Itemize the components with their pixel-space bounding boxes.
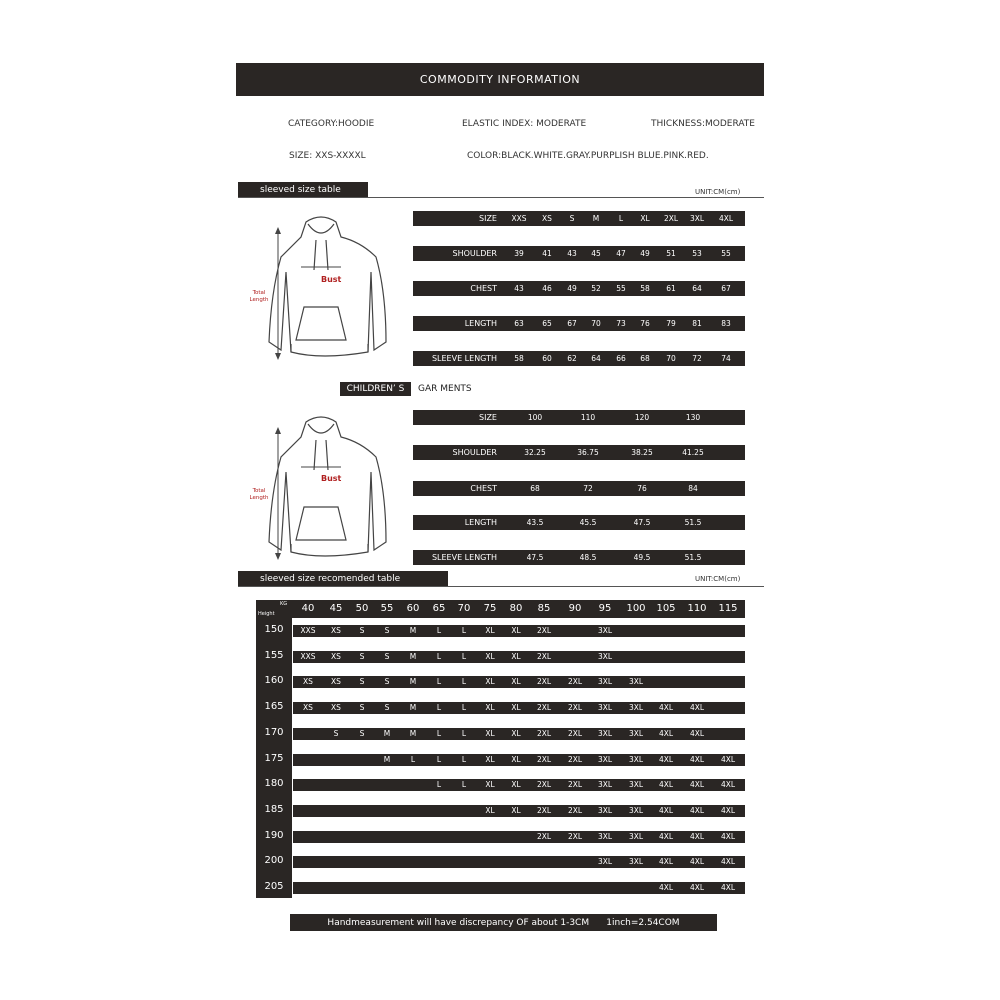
kg-label: KG bbox=[280, 601, 288, 607]
weight-header: 100 bbox=[626, 603, 646, 614]
rec-cell: 3XL bbox=[597, 677, 613, 686]
adult-cell: 67 bbox=[567, 319, 577, 328]
kids-cell: 47.5 bbox=[526, 553, 544, 562]
rec-cell: 3XL bbox=[597, 832, 613, 841]
adult-cell: 49 bbox=[640, 249, 650, 258]
kids-row-label: LENGTH bbox=[464, 518, 497, 527]
adult-cell: 76 bbox=[640, 319, 650, 328]
weight-header: 110 bbox=[687, 603, 707, 614]
rec-cell: XL bbox=[485, 755, 495, 764]
rec-cell: 3XL bbox=[597, 806, 613, 815]
adult-cell: 43 bbox=[567, 249, 577, 258]
adult-cell: 51 bbox=[666, 249, 676, 258]
rec-cell: 2XL bbox=[536, 677, 552, 686]
kids-cell: 41.25 bbox=[682, 448, 704, 457]
adult-cell: 64 bbox=[591, 354, 601, 363]
adult-cell: XL bbox=[640, 214, 650, 223]
rec-cell: XL bbox=[511, 780, 521, 789]
kids-cell: 49.5 bbox=[633, 553, 651, 562]
rec-cell: 4XL bbox=[689, 703, 705, 712]
rec-cell: XL bbox=[485, 729, 495, 738]
rec-cell: S bbox=[359, 626, 365, 635]
adult-cell: 39 bbox=[514, 249, 524, 258]
weight-header: 45 bbox=[329, 603, 343, 614]
height-value: 185 bbox=[264, 804, 284, 815]
section-divider-2 bbox=[238, 586, 764, 587]
rec-cell: S bbox=[359, 703, 365, 712]
rec-cell: 4XL bbox=[658, 755, 674, 764]
adult-cell: 66 bbox=[616, 354, 626, 363]
rec-cell: L bbox=[461, 626, 467, 635]
unit-label: UNIT:CM(cm) bbox=[695, 188, 741, 196]
rec-cell: 2XL bbox=[536, 729, 552, 738]
rec-cell: XL bbox=[511, 755, 521, 764]
rec-cell: 4XL bbox=[658, 857, 674, 866]
rec-cell: 3XL bbox=[597, 729, 613, 738]
adult-cell: 58 bbox=[514, 354, 524, 363]
adult-cell: 43 bbox=[514, 284, 524, 293]
footer-note: Handmeasurement will have discrepancy OF about 1-3CM 1inch=2.54COM bbox=[290, 914, 717, 931]
adult-cell: 63 bbox=[514, 319, 524, 328]
rec-cell: L bbox=[461, 729, 467, 738]
rec-cell: XXS bbox=[300, 626, 316, 635]
bust-label-kids: Bust bbox=[321, 474, 342, 483]
rec-cell: 3XL bbox=[597, 652, 613, 661]
rec-cell: 2XL bbox=[536, 780, 552, 789]
rec-cell: 4XL bbox=[658, 806, 674, 815]
color-text: COLOR:BLACK.WHITE.GRAY.PURPLISH BLUE.PINK.RED. bbox=[467, 151, 709, 161]
rec-cell: L bbox=[461, 780, 467, 789]
rec-cell: S bbox=[359, 677, 365, 686]
weight-header: 80 bbox=[509, 603, 523, 614]
rec-cell: S bbox=[384, 677, 390, 686]
rec-cell: L bbox=[461, 652, 467, 661]
rec-cell: L bbox=[436, 626, 442, 635]
rec-cell: S bbox=[384, 703, 390, 712]
rec-cell: S bbox=[384, 652, 390, 661]
rec-cell: 2XL bbox=[536, 652, 552, 661]
bust-label: Bust bbox=[321, 275, 342, 284]
total-length-label: Total Length bbox=[249, 290, 269, 303]
rec-cell: XL bbox=[511, 806, 521, 815]
adult-cell: M bbox=[592, 214, 600, 223]
rec-cell: XL bbox=[485, 677, 495, 686]
rec-cell: M bbox=[383, 729, 391, 738]
adult-cell: 2XL bbox=[663, 214, 679, 223]
adult-cell: 70 bbox=[591, 319, 601, 328]
adult-cell: 62 bbox=[567, 354, 577, 363]
rec-cell: XL bbox=[511, 729, 521, 738]
rec-cell: XL bbox=[485, 652, 495, 661]
adult-row-label: SIZE bbox=[479, 214, 497, 223]
rec-cell: 4XL bbox=[689, 883, 705, 892]
adult-row-label: SHOULDER bbox=[452, 249, 497, 258]
height-value: 165 bbox=[264, 701, 284, 712]
rec-cell: 4XL bbox=[689, 755, 705, 764]
thickness-text: THICKNESS:MODERATE bbox=[651, 119, 755, 129]
children-tab: CHILDREN’ S bbox=[340, 382, 411, 396]
rec-cell: 3XL bbox=[597, 703, 613, 712]
adult-cell: 55 bbox=[616, 284, 626, 293]
adult-cell: 3XL bbox=[689, 214, 705, 223]
size-range-text: SIZE: XXS-XXXXL bbox=[289, 151, 366, 161]
adult-cell: 64 bbox=[692, 284, 702, 293]
total-length-label-kids: Total Length bbox=[249, 488, 269, 501]
height-value: 200 bbox=[264, 855, 284, 866]
height-value: 190 bbox=[264, 830, 284, 841]
rec-cell: L bbox=[436, 652, 442, 661]
rec-cell: 3XL bbox=[628, 806, 644, 815]
adult-cell: XS bbox=[542, 214, 552, 223]
weight-header: 65 bbox=[432, 603, 446, 614]
adult-cell: 65 bbox=[542, 319, 552, 328]
rec-cell: S bbox=[359, 729, 365, 738]
section-divider bbox=[238, 197, 764, 198]
rec-cell: 3XL bbox=[597, 857, 613, 866]
rec-cell: S bbox=[359, 652, 365, 661]
rec-cell: 3XL bbox=[628, 703, 644, 712]
kids-cell: 45.5 bbox=[579, 518, 597, 527]
weight-header: 115 bbox=[718, 603, 738, 614]
adult-row-label: CHEST bbox=[470, 284, 497, 293]
adult-cell: 83 bbox=[721, 319, 731, 328]
adult-cell: 70 bbox=[666, 354, 676, 363]
rec-cell: 2XL bbox=[536, 626, 552, 635]
rec-cell: L bbox=[461, 677, 467, 686]
section-tab-recommended: sleeved size recomended table bbox=[238, 571, 448, 586]
kids-cell: 43.5 bbox=[526, 518, 544, 527]
rec-cell: M bbox=[409, 626, 417, 635]
rec-cell: 2XL bbox=[536, 806, 552, 815]
rec-cell: 3XL bbox=[628, 832, 644, 841]
rec-cell: 2XL bbox=[536, 755, 552, 764]
adult-cell: 60 bbox=[542, 354, 552, 363]
height-value: 170 bbox=[264, 727, 284, 738]
rec-cell: 4XL bbox=[689, 857, 705, 866]
rec-cell: 3XL bbox=[628, 857, 644, 866]
rec-cell: 4XL bbox=[658, 832, 674, 841]
weight-header: 50 bbox=[355, 603, 369, 614]
kids-cell: 100 bbox=[527, 413, 543, 422]
rec-cell: XL bbox=[485, 703, 495, 712]
children-suffix: GAR MENTS bbox=[418, 384, 472, 394]
kids-cell: 68 bbox=[530, 484, 540, 493]
category-text: CATEGORY:HOODIE bbox=[288, 119, 375, 129]
kids-cell: 36.75 bbox=[577, 448, 599, 457]
kids-cell: 72 bbox=[583, 484, 593, 493]
rec-cell: 4XL bbox=[689, 832, 705, 841]
weight-header: 60 bbox=[406, 603, 420, 614]
adult-row-label: LENGTH bbox=[464, 319, 497, 328]
kids-cell: 32.25 bbox=[524, 448, 546, 457]
rec-cell: L bbox=[461, 703, 467, 712]
adult-cell: 41 bbox=[542, 249, 552, 258]
rec-cell: 4XL bbox=[720, 780, 736, 789]
rec-cell: 2XL bbox=[567, 703, 583, 712]
weight-header: 55 bbox=[380, 603, 394, 614]
kids-cell: 51.5 bbox=[684, 553, 702, 562]
rec-cell: 4XL bbox=[720, 806, 736, 815]
weight-header: 85 bbox=[537, 603, 551, 614]
rec-cell: XL bbox=[511, 652, 521, 661]
rec-cell: M bbox=[409, 729, 417, 738]
rec-cell: L bbox=[436, 729, 442, 738]
rec-cell: 4XL bbox=[658, 883, 674, 892]
rec-cell: XS bbox=[303, 677, 313, 686]
rec-cell: XS bbox=[331, 652, 341, 661]
adult-cell: 55 bbox=[721, 249, 731, 258]
rec-cell: XS bbox=[331, 626, 341, 635]
rec-cell: L bbox=[461, 755, 467, 764]
rec-cell: 4XL bbox=[658, 729, 674, 738]
adult-cell: XXS bbox=[511, 214, 527, 223]
rec-cell: L bbox=[436, 677, 442, 686]
rec-cell: XL bbox=[485, 626, 495, 635]
weight-header: 105 bbox=[656, 603, 676, 614]
rec-cell: 2XL bbox=[567, 780, 583, 789]
rec-cell: XL bbox=[511, 626, 521, 635]
adult-cell: 74 bbox=[721, 354, 731, 363]
rec-cell: 4XL bbox=[720, 755, 736, 764]
rec-cell: L bbox=[410, 755, 416, 764]
rec-cell: XL bbox=[485, 806, 495, 815]
hoodie-diagram-kids-icon bbox=[246, 412, 396, 562]
rec-cell: 3XL bbox=[597, 780, 613, 789]
rec-cell: 3XL bbox=[597, 626, 613, 635]
rec-cell: 4XL bbox=[689, 806, 705, 815]
rec-cell: M bbox=[383, 755, 391, 764]
rec-cell: 2XL bbox=[536, 832, 552, 841]
adult-cell: 53 bbox=[692, 249, 702, 258]
kids-cell: 84 bbox=[688, 484, 698, 493]
hoodie-diagram-icon bbox=[246, 212, 396, 362]
section-tab-sleeved-size: sleeved size table bbox=[238, 182, 368, 197]
rec-cell: S bbox=[384, 626, 390, 635]
kids-cell: 76 bbox=[637, 484, 647, 493]
rec-cell: 3XL bbox=[628, 780, 644, 789]
adult-cell: 72 bbox=[692, 354, 702, 363]
adult-row-label: SLEEVE LENGTH bbox=[431, 354, 497, 363]
rec-cell: L bbox=[436, 755, 442, 764]
adult-cell: 4XL bbox=[718, 214, 734, 223]
rec-cell: 3XL bbox=[597, 755, 613, 764]
rec-cell: XL bbox=[511, 703, 521, 712]
kids-row-label: CHEST bbox=[470, 484, 497, 493]
kids-cell: 120 bbox=[634, 413, 650, 422]
weight-header: 75 bbox=[483, 603, 497, 614]
kids-cell: 48.5 bbox=[579, 553, 597, 562]
weight-header: 40 bbox=[301, 603, 315, 614]
rec-cell: S bbox=[333, 729, 339, 738]
kids-row-label: SHOULDER bbox=[452, 448, 497, 457]
adult-cell: 81 bbox=[692, 319, 702, 328]
height-value: 160 bbox=[264, 675, 284, 686]
page-title: COMMODITY INFORMATION bbox=[236, 63, 764, 96]
height-label: Height bbox=[258, 611, 275, 617]
height-value: 175 bbox=[264, 753, 284, 764]
kids-row-label: SLEEVE LENGTH bbox=[431, 553, 497, 562]
height-value: 155 bbox=[264, 650, 284, 661]
rec-cell: 3XL bbox=[628, 755, 644, 764]
rec-cell: 4XL bbox=[720, 883, 736, 892]
height-value: 205 bbox=[264, 881, 284, 892]
kids-cell: 38.25 bbox=[631, 448, 653, 457]
rec-cell: 4XL bbox=[658, 780, 674, 789]
rec-cell: 4XL bbox=[720, 832, 736, 841]
kids-cell: 51.5 bbox=[684, 518, 702, 527]
weight-header: 90 bbox=[568, 603, 582, 614]
kids-cell: 130 bbox=[685, 413, 701, 422]
rec-cell: XL bbox=[511, 677, 521, 686]
rec-cell: 3XL bbox=[628, 729, 644, 738]
adult-cell: 52 bbox=[591, 284, 601, 293]
rec-cell: 4XL bbox=[689, 729, 705, 738]
rec-cell: XS bbox=[331, 703, 341, 712]
adult-cell: 46 bbox=[542, 284, 552, 293]
rec-cell: XL bbox=[485, 780, 495, 789]
rec-cell: 2XL bbox=[567, 832, 583, 841]
height-value: 150 bbox=[264, 624, 284, 635]
rec-cell: 2XL bbox=[567, 755, 583, 764]
rec-cell: 2XL bbox=[536, 703, 552, 712]
rec-cell: M bbox=[409, 652, 417, 661]
rec-cell: XS bbox=[331, 677, 341, 686]
rec-cell: XS bbox=[303, 703, 313, 712]
kids-cell: 110 bbox=[580, 413, 596, 422]
adult-cell: 68 bbox=[640, 354, 650, 363]
rec-cell: XXS bbox=[300, 652, 316, 661]
adult-cell: 61 bbox=[666, 284, 676, 293]
adult-cell: 79 bbox=[666, 319, 676, 328]
adult-cell: L bbox=[618, 214, 624, 223]
weight-header: 70 bbox=[457, 603, 471, 614]
rec-cell: 4XL bbox=[658, 703, 674, 712]
rec-cell: L bbox=[436, 703, 442, 712]
unit-label-2: UNIT:CM(cm) bbox=[695, 575, 741, 583]
adult-cell: 73 bbox=[616, 319, 626, 328]
rec-cell: M bbox=[409, 677, 417, 686]
elastic-text: ELASTIC INDEX: MODERATE bbox=[462, 119, 587, 129]
adult-cell: 67 bbox=[721, 284, 731, 293]
height-value: 180 bbox=[264, 778, 284, 789]
adult-cell: 47 bbox=[616, 249, 626, 258]
adult-cell: S bbox=[569, 214, 575, 223]
rec-cell: 4XL bbox=[720, 857, 736, 866]
rec-cell: M bbox=[409, 703, 417, 712]
rec-cell: 2XL bbox=[567, 677, 583, 686]
adult-cell: 49 bbox=[567, 284, 577, 293]
rec-cell: 3XL bbox=[628, 677, 644, 686]
rec-cell: 2XL bbox=[567, 806, 583, 815]
weight-header: 95 bbox=[598, 603, 612, 614]
rec-cell: L bbox=[436, 780, 442, 789]
adult-cell: 58 bbox=[640, 284, 650, 293]
rec-cell: 2XL bbox=[567, 729, 583, 738]
adult-cell: 45 bbox=[591, 249, 601, 258]
kids-row-label: SIZE bbox=[479, 413, 497, 422]
rec-cell: 4XL bbox=[689, 780, 705, 789]
kids-cell: 47.5 bbox=[633, 518, 651, 527]
